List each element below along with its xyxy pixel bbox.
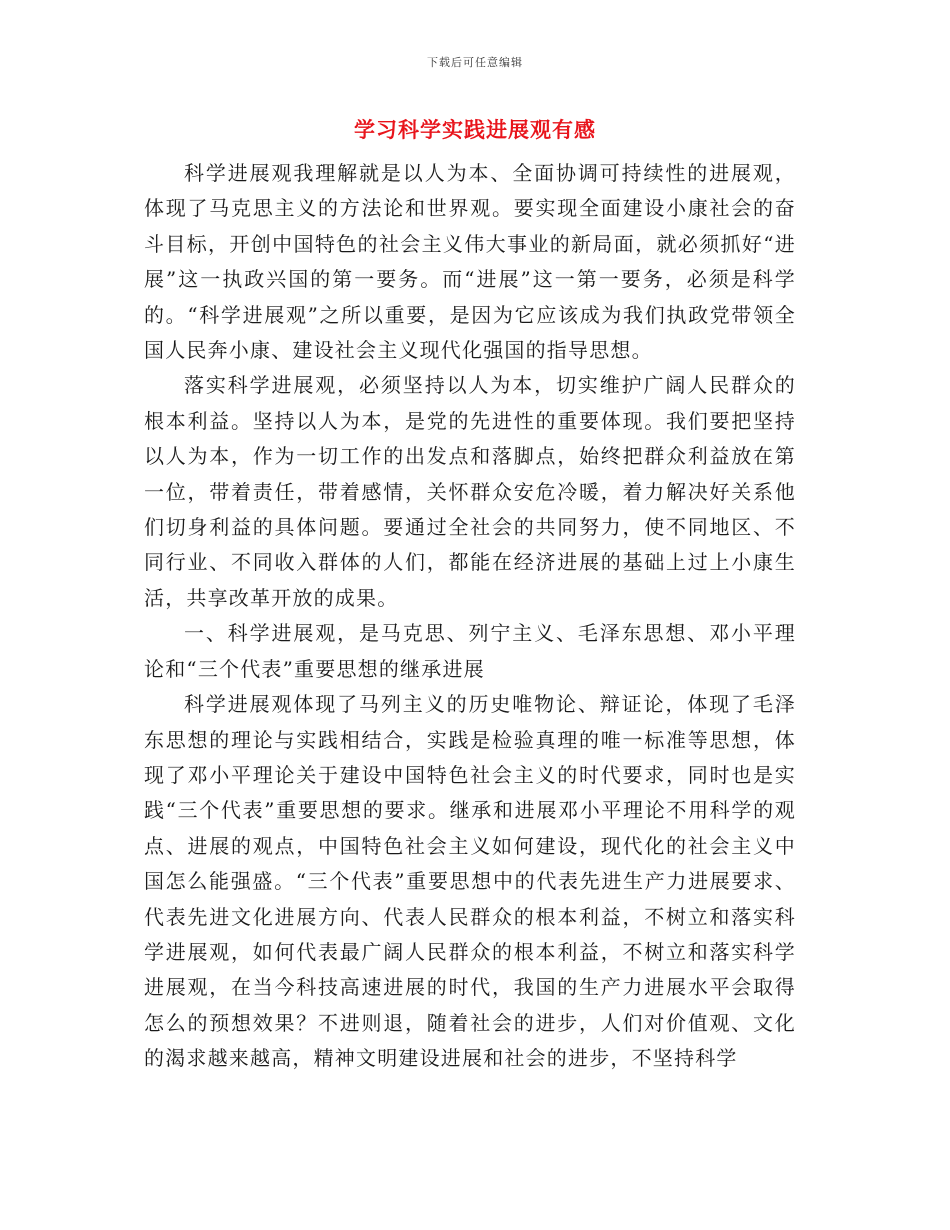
header-note: 下载后可任意编辑 (427, 56, 523, 69)
section-heading-1: 一、科学进展观，是马克思、列宁主义、毛泽东思想、邓小平理论和“三个代表”重要思想的继承进展 (144, 621, 796, 681)
paragraph-3: 科学进展观体现了马列主义的历史唯物论、辩证论，体现了毛泽东思想的理论与实践相结合，实践是检验真理的唯一标准等思想，体现了邓小平理论关于建设中国特色社会主义的时代要求，同时也是实践“三个代表”重要思想的要求。继承和进展邓小平理论不用科学的观点、进展的观点，中国特色社会主义如何建设，现代化的社会主义中国怎么能强盛。“三个代表”重要思想中的代表先进生产力进展要求、代表先进文化进展方向、代表人民群众的根本利益，不树立和落实科学进展观，如何代表最广阔人民群众的根本利益，不树立和落实科学进展观，在当今科技高速进展的时代，我国的生产力进展水平会取得怎么的预想效果？不进则退，随着社会的进步，人们对价值观、文化的渴求越来越高，精神文明建设进展和社会的进步，不坚持科学 (144, 692, 796, 1071)
document-body (144, 156, 796, 1077)
document-title: 学习科学实践进展观有感 (354, 117, 596, 142)
paragraph-1: 科学进展观我理解就是以人为本、全面协调可持续性的进展观，体现了马克思主义的方法论和世界观。要实现全面建设小康社会的奋斗目标，开创中国特色的社会主义伟大事业的新局面，就必须抓好“进展”这一执政兴国的第一要务。而“进展”这一第一要务，必须是科学的。“科学进展观”之所以重要，是因为它应该成为我们执政党带领全国人民奔小康、建设社会主义现代化强国的指导思想。 (144, 161, 796, 363)
paragraph-2: 落实科学进展观，必须坚持以人为本，切实维护广阔人民群众的根本利益。坚持以人为本，是党的先进性的重要体现。我们要把坚持以人为本，作为一切工作的出发点和落脚点，始终把群众利益放在第一位，带着责任，带着感情，关怀群众安危冷暖，着力解决好关系他们切身利益的具体问题。要通过全社会的共同努力，使不同地区、不同行业、不同收入群体的人们，都能在经济进展的基础上过上小康生活，共享改革开放的成果。 (144, 373, 796, 610)
